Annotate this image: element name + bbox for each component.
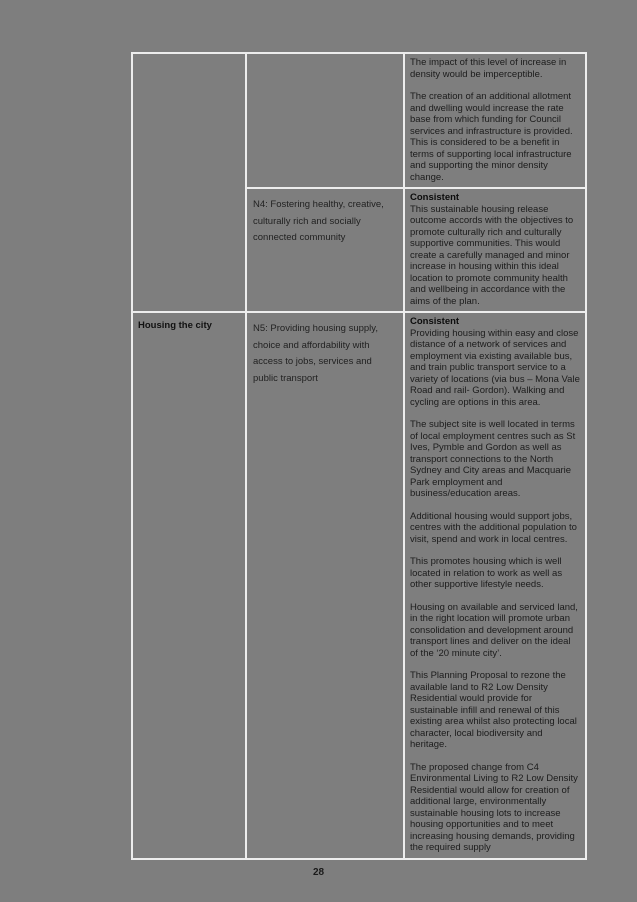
assessment-table — [131, 52, 587, 860]
assessment-paragraph: Housing on available and serviced land, in the right location will promote urban consolidation and development around transport lines and deliver on the ideal of the ‘20 minute city’. — [410, 601, 578, 659]
assessment-paragraph: This promotes housing which is well located in relation to work as well as other supportive lifestyle needs. — [410, 556, 563, 590]
table-row — [132, 312, 586, 859]
assessment-paragraph: The creation of an additional allotment and dwelling would increase the rate base from which funding for Council services and infrastructure is provided. This is considered to be a benefit in terms of supporting local infrastructure and supporting the minor density change. — [410, 91, 573, 183]
objective-text: N5: Providing housing supply, choice and affordability with access to jobs, services and public transport — [253, 323, 378, 384]
assessment-paragraph: The proposed change from C4 Environmental Living to R2 Low Density Residential would allow for creation of additional large, environmentally sustainable housing lots to increase housing opportunities and to meet increasing housing demands, providing the required supply — [410, 761, 578, 853]
table-row — [132, 53, 586, 188]
page-number: 28 — [312, 867, 325, 878]
consistency-verdict: Consistent — [410, 192, 460, 203]
assessment-paragraph: The subject site is well located in terms of local employment centres such as St Ives, Pymble and Gordon as well as transport connections to the North Sydney and City areas and Macquarie Park employment and business/education areas. — [410, 419, 576, 499]
assessment-paragraph: This sustainable housing release outcome accords with the objectives to promote culturally rich and culturally supportive communities. This would create a carefully managed and minor increase in housing within this ideal location to promote community health and wellbeing in accordance with the aims of the plan. — [410, 203, 574, 307]
cell-theme-housing-the-city — [132, 312, 246, 859]
theme-text: Housing the city — [138, 320, 212, 331]
assessment-paragraph: Providing housing within easy and close distance of a network of services and employment via existing available bus, and train public transport service to a variety of locations (via bus – Mona Vale Road and rail- Gordon). Walking and cycling are options in this area. — [410, 327, 580, 408]
assessment-paragraph: This Planning Proposal to rezone the available land to R2 Low Density Residential would provide for sustainable infill and renewal of this existing area whilst also protecting local character, local biodiversity and heritage. — [410, 670, 577, 750]
cell-assessment — [404, 188, 586, 312]
cell-objective-n5 — [246, 312, 404, 859]
cell-theme-continued — [132, 53, 246, 312]
objective-text: N4: Fostering healthy, creative, culturally rich and socially connected community — [253, 199, 384, 243]
assessment-paragraph: Additional housing would support jobs, centres with the additional population to visit, spend and work in local centres. — [410, 510, 577, 545]
consistency-verdict: Consistent — [410, 316, 460, 327]
cell-objective-n4 — [246, 188, 404, 312]
cell-assessment — [404, 312, 586, 859]
assessment-paragraph: The impact of this level of increase in density would be imperceptible. — [410, 57, 567, 80]
cell-objective-continued — [246, 53, 404, 188]
cell-assessment — [404, 53, 586, 188]
document-page-body — [131, 52, 587, 860]
